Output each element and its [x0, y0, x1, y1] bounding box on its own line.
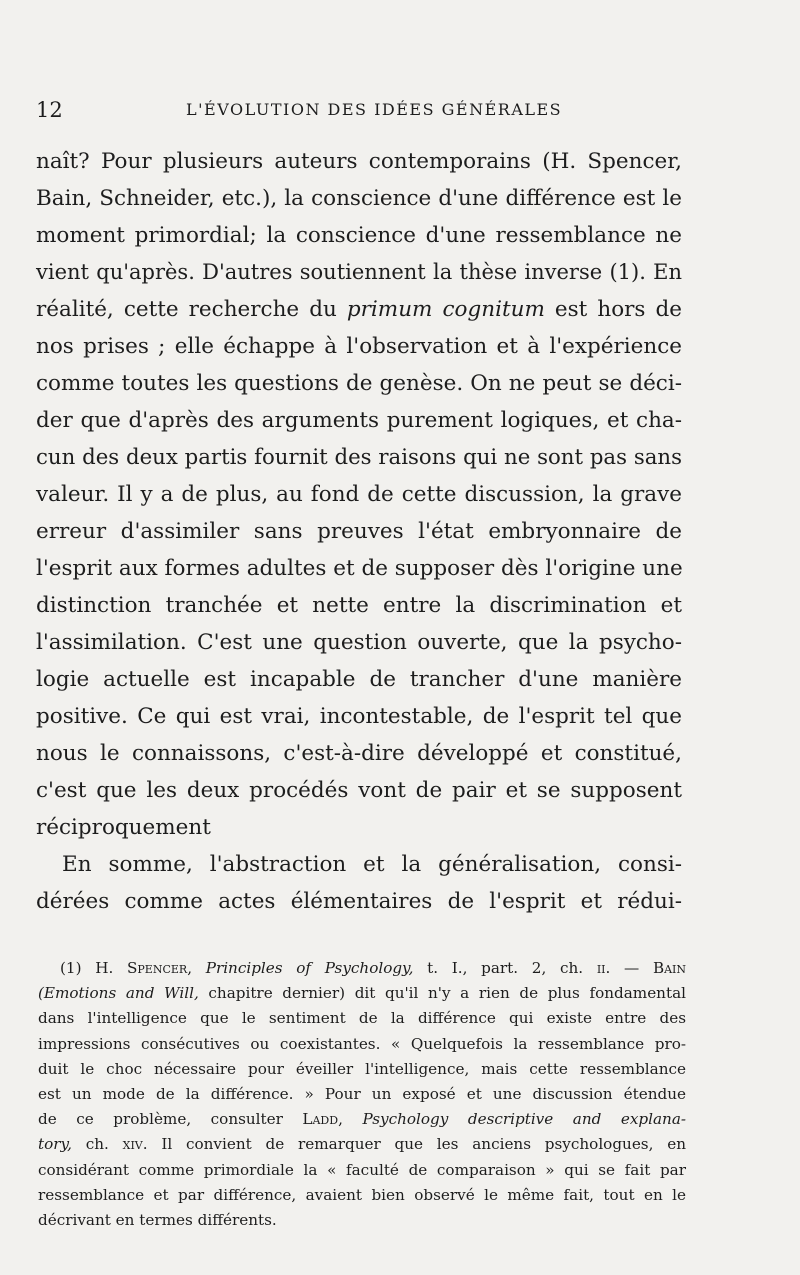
author-name: Bain	[652, 959, 687, 977]
body-line: moment primordial; la conscience d'une ressemblance ne	[36, 223, 682, 248]
footnote-line: impressions consécutives ou coexistantes. « Quelquefois la ressemblance pro-	[38, 1034, 686, 1053]
footnote	[38, 956, 686, 1233]
work-title: Psychology descriptive and explana-	[362, 1110, 687, 1129]
body-text	[36, 143, 682, 920]
body-line: naît? Pour plusieurs auteurs contemporains (H. Spencer,	[36, 149, 682, 174]
body-line: En somme, l'abstraction et la généralisation, consi-	[62, 852, 682, 877]
body-line: Bain, Schneider, etc.), la conscience d'une différence est le	[36, 186, 682, 211]
footnote-line	[38, 956, 686, 981]
text-run: de ce problème, consulter	[38, 1110, 303, 1129]
page-header	[36, 98, 682, 128]
body-line: valeur. Il y a de plus, au fond de cette discussion, la grave	[36, 482, 682, 507]
running-title: L'ÉVOLUTION DES IDÉES GÉNÉRALES	[186, 100, 563, 119]
work-title: (Emotions and Will,	[38, 984, 199, 1003]
footnote-line: est un mode de la différence. » Pour un exposé et une discussion étendue	[38, 1084, 686, 1103]
footnote-line: décrivant en termes différents.	[38, 1210, 277, 1229]
text-run: ch.	[71, 1135, 123, 1154]
footnote-line: considérant comme primordiale la « faculté de comparaison » qui se fait par	[38, 1160, 686, 1179]
body-line: distinction tranchée et nette entre la discrimination et	[36, 593, 682, 618]
roman-numeral: ii	[596, 959, 606, 977]
italic-term: primum cognitum	[346, 297, 545, 322]
roman-numeral: xiv	[122, 1135, 143, 1154]
author-name: Spencer	[126, 959, 188, 977]
text-run: chapitre dernier) dit qu'il n'y a rien de plus fondamental	[198, 984, 686, 1003]
text-run: . —	[605, 959, 653, 977]
author-name: Ladd	[302, 1110, 339, 1129]
body-line: erreur d'assimiler sans preuves l'état embryonnaire de	[36, 519, 682, 544]
footnote-line: dans l'intelligence que le sentiment de la différence qui existe entre des	[38, 1009, 686, 1028]
body-line: nous le connaissons, c'est-à-dire développé et constitué,	[36, 741, 682, 766]
text-run: ,	[338, 1110, 363, 1129]
footnote-line	[38, 981, 686, 1006]
body-line: dérées comme actes élémentaires de l'esprit et rédui-	[36, 889, 682, 914]
work-title: Principles of Psychology,	[205, 959, 414, 977]
body-line: c'est que les deux procédés vont de pair et se supposent	[36, 778, 682, 803]
footnote-line	[38, 1107, 686, 1132]
text-run: (1) H.	[60, 959, 127, 977]
text-run: réalité, cette recherche du	[36, 297, 347, 322]
body-line: cun des deux partis fournit des raisons qui ne sont pas sans	[36, 445, 682, 470]
footnote-line: duit le choc nécessaire pour éveiller l'intelligence, mais cette ressemblance	[38, 1059, 686, 1078]
body-line: vient qu'après. D'autres soutiennent la thèse inverse (1). En	[36, 260, 682, 284]
body-line: comme toutes les questions de genèse. On ne peut se déci-	[36, 371, 682, 396]
footnote-line: ressemblance et par différence, avaient bien observé le même fait, tout en le	[38, 1185, 686, 1204]
body-line	[36, 291, 682, 328]
page-number: 12	[36, 98, 63, 122]
text-run: est hors de	[544, 297, 682, 322]
footnote-line	[38, 1132, 686, 1157]
body-line: positive. Ce qui est vrai, incontestable, de l'esprit tel que	[36, 704, 682, 729]
body-line: l'esprit aux formes adultes et de supposer dès l'origine une	[36, 556, 683, 581]
body-line: nos prises ; elle échappe à l'observation et à l'expérience	[36, 334, 682, 359]
body-line: l'assimilation. C'est une question ouverte, que la psycho-	[36, 630, 682, 655]
work-title: tory,	[38, 1135, 72, 1154]
text-run: ,	[187, 959, 206, 977]
text-run: . Il convient de remarquer que les anciens psychologues, en	[142, 1135, 686, 1154]
body-line: réciproquement	[36, 815, 211, 840]
body-line: logie actuelle est incapable de trancher d'une manière	[36, 667, 682, 692]
text-run: t. I., part. 2, ch.	[413, 959, 597, 977]
body-line: der que d'après des arguments purement logiques, et cha-	[36, 408, 682, 433]
